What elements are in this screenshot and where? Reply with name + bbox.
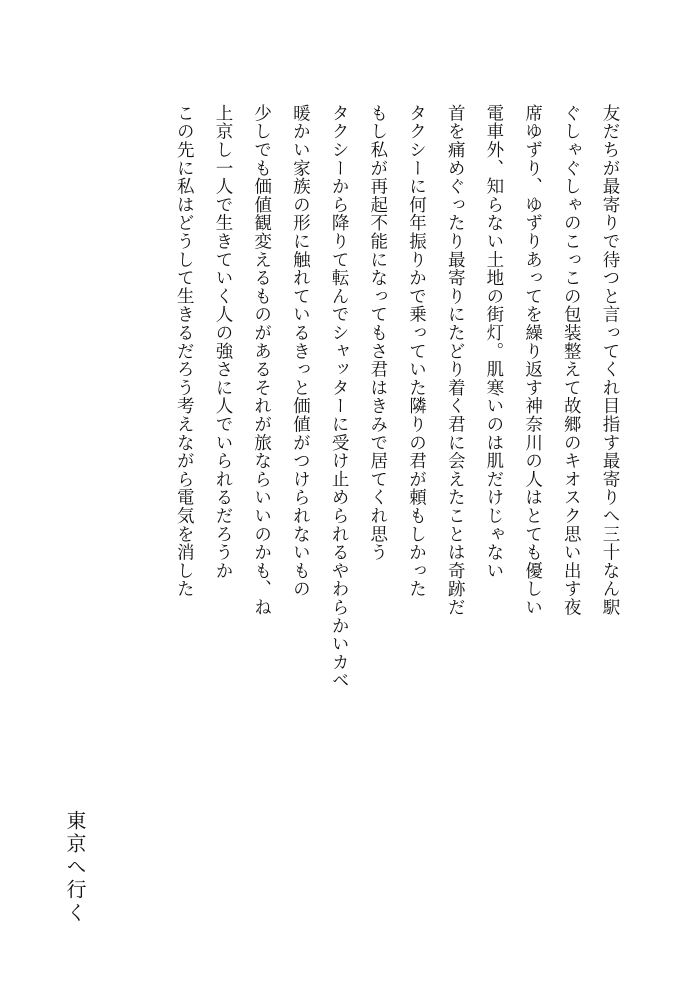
poem-line-9: 暖かい家族の形に触れているきっと価値がつけられないもの: [290, 104, 311, 599]
poem-line-6: タクシーに何年振りかで乗っていた隣りの君が頼もしかった: [406, 104, 427, 599]
poem-line-2: ぐしゃぐしゃのこっこの包装整えて故郷のキオスク思い出す夜: [561, 104, 582, 617]
poem-line-11: 上京し一人で生きていく人の強さに人でいられるだろうか: [212, 104, 233, 580]
poem-title: 東京へ行く: [63, 810, 87, 925]
poem-line-5: 首を痛めぐったり最寄りにたどり着く君に会えたことは奇跡だ: [445, 104, 466, 617]
poem-line-12: この先に私はどうして生きるだろう考えながら電気を消した: [174, 104, 195, 599]
poem-line-4: 電車外、知らない土地の街灯。肌寒いのは肌だけじゃない: [483, 104, 504, 580]
poem-line-3: 席ゆずり、ゆずりあってを繰り返す神奈川の人はとても優しい: [522, 104, 543, 617]
poem-line-7: もし私が再起不能になってもさ君はきみで居てくれ思う: [367, 104, 388, 562]
poem-line-8: タクシーから降りて転んでシャッターに受け止められるやわらかいカベ: [329, 104, 350, 690]
poem-line-10: 少しでも価値観変えるものがあるそれが旅ならいいのかも、ね: [251, 104, 272, 617]
poem-body: [165, 104, 629, 690]
poem-line-1: 友だちが最寄りで待つと言ってくれ目指す最寄りへ三十なん駅: [600, 104, 620, 617]
